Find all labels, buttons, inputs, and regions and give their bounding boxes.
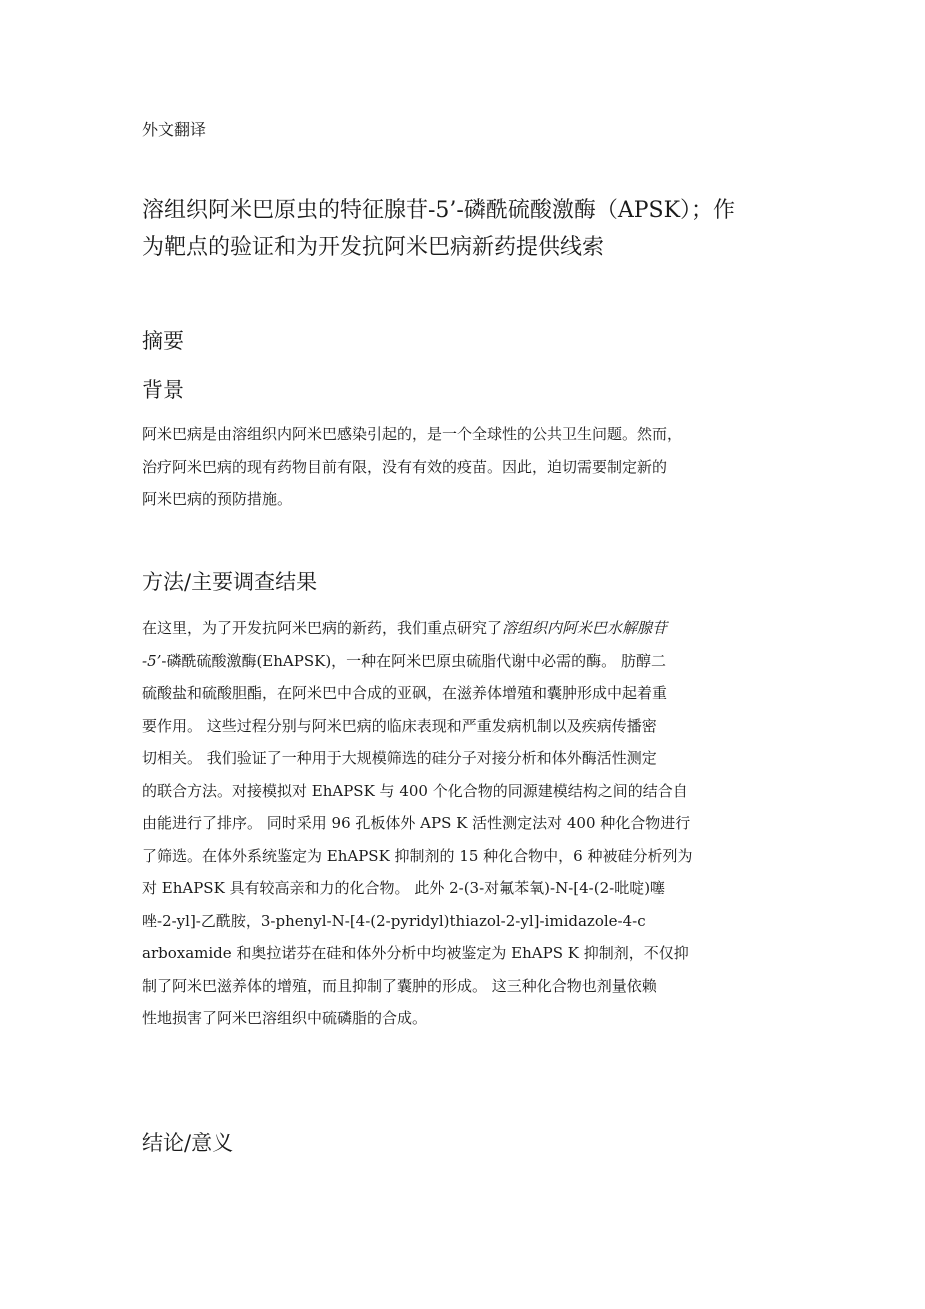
methods-line [142, 645, 787, 678]
document-label: 外文翻译 [142, 120, 207, 139]
background-line: 阿米巴病是由溶组织内阿米巴感染引起的，是一个全球性的公共卫生问题。然而， [142, 425, 683, 443]
conclusion-heading: 结论/意义 [142, 1131, 234, 1155]
methods-line: 硫酸盐和硫酸胆酯，在阿米巴中合成的亚砜，在滋养体增殖和囊肿形成中起着重 [142, 684, 668, 702]
background-line: 治疗阿米巴病的现有药物目前有限，没有有效的疫苗。因此，迫切需要制定新的 [142, 457, 668, 476]
enzyme-name-italic: -5’ [142, 651, 162, 670]
methods-line: 由能进行了排序。 同时采用 96 孔板体外 APS K 活性测定法对 400 种化合物进行 [142, 814, 691, 832]
methods-line: 了筛选。在体外系统鉴定为 EhAPSK 抑制剂的 15 种化合物中，6 种被硅分析列为 [142, 846, 693, 865]
methods-line: 唑-2-yl]-乙酰胺，3-phenyl-N-[4-(2-pyridyl)thiazol-2-yl]-imidazole-4-c [142, 911, 646, 930]
enzyme-name-italic: 溶组织内阿米巴水解腺苷 [502, 619, 668, 637]
abstract-heading: 摘要 [142, 329, 184, 353]
methods-line: 切相关。 我们验证了一种用于大规模筛选的硅分子对接分析和体外酶活性测定 [142, 749, 657, 767]
title-line-2: 为靶点的验证和为开发抗阿米巴病新药提供线索 [142, 235, 605, 260]
methods-line: arboxamide 和奥拉诺芬在硅和体外分析中均被鉴定为 EhAPS K 抑制剂，不仅抑 [142, 944, 689, 962]
methods-line: 对 EhAPSK 具有较高亲和力的化合物。 此外 2-(3-对氟苯氧)-N-[4-(2-吡啶)噻 [142, 879, 666, 897]
title-line-1: 溶组织阿米巴原虫的特征腺苷-5’-磷酰硫酸激酶（APSK）；作 [142, 198, 736, 223]
background-heading: 背景 [142, 378, 184, 402]
methods-text: 在这里，为了开发抗阿米巴病的新药，我们重点研究了 [142, 619, 503, 637]
methods-heading: 方法/主要调查结果 [142, 570, 318, 594]
methods-line: 性地损害了阿米巴溶组织中硫磷脂的合成。 [142, 1009, 428, 1027]
methods-text: -磷酰硫酸激酶(EhAPSK)，一种在阿米巴原虫硫脂代谢中必需的酶。 肪醇二 [161, 651, 666, 670]
methods-line [142, 612, 787, 645]
methods-line: 的联合方法。对接模拟对 EhAPSK 与 400 个化合物的同源建模结构之间的结合自 [142, 781, 688, 800]
paper-title [142, 192, 787, 266]
background-paragraph [142, 418, 787, 516]
background-line: 阿米巴病的预防措施。 [142, 490, 293, 508]
methods-line: 制了阿米巴滋养体的增殖，而且抑制了囊肿的形成。 这三种化合物也剂量依赖 [142, 976, 657, 995]
methods-line: 要作用。 这些过程分别与阿米巴病的临床表现和严重发病机制以及疾病传播密 [142, 716, 657, 735]
methods-paragraph [142, 612, 787, 1035]
